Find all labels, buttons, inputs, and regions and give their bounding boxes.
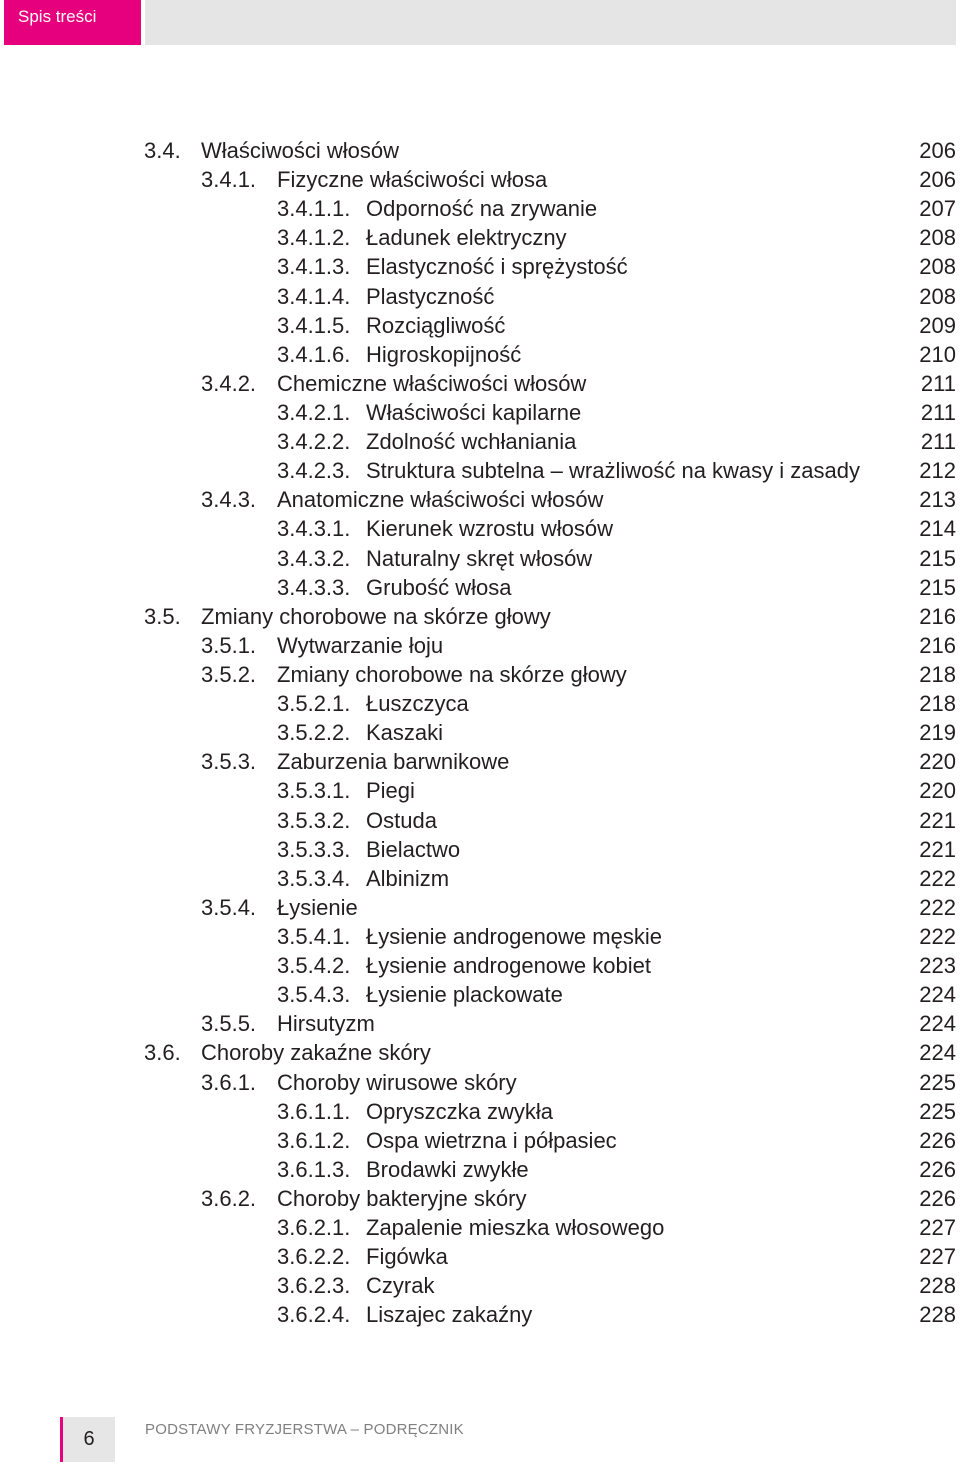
toc-entry-page: 207 (919, 196, 956, 222)
toc-entry-page: 215 (919, 545, 956, 571)
toc-entry[interactable] (0, 136, 960, 165)
toc-entry-number: 3.4.2. (201, 370, 257, 396)
toc-entry-page: 206 (919, 138, 956, 163)
toc-entry-number: 3.4.1.3. (277, 254, 351, 280)
toc-entry-page: 206 (919, 167, 956, 193)
toc-entry[interactable] (0, 631, 960, 660)
toc-entry-number: 3.4.3.2. (277, 545, 351, 571)
toc-entry-title: Fizyczne właściwości włosa (277, 167, 548, 193)
toc-entry-title: Łysienie androgenowe męskie (366, 923, 662, 949)
toc-entry-page: 208 (919, 254, 956, 280)
toc-entry-title: Zmiany chorobowe na skórze głowy (277, 661, 627, 687)
toc-entry-number: 3.6. (144, 1040, 181, 1066)
toc-entry-page: 211 (920, 370, 956, 396)
toc-entry-page: 212 (919, 458, 956, 484)
toc-entry-title: Łysienie androgenowe kobiet (366, 953, 651, 979)
toc-entry[interactable] (0, 369, 960, 398)
toc-entry-title: Higroskopijność (366, 341, 522, 367)
toc-entry-page: 224 (919, 1040, 956, 1066)
header-bar (145, 0, 956, 45)
toc-entry-title: Struktura subtelna – wrażliwość na kwasy i zasady (366, 458, 860, 484)
toc-entry[interactable] (0, 864, 960, 893)
toc-entry-page: 226 (919, 1127, 956, 1153)
toc-entry-title: Figówka (366, 1244, 448, 1270)
toc-entry-page: 208 (919, 225, 956, 251)
toc-entry-number: 3.5.3. (201, 749, 257, 775)
toc-entry[interactable] (0, 1242, 960, 1271)
toc-entry[interactable] (0, 427, 960, 456)
toc-entry-title: Albinizm (366, 865, 450, 891)
toc-entry-page: 221 (919, 807, 956, 833)
toc-entry[interactable] (0, 660, 960, 689)
toc-entry[interactable] (0, 689, 960, 718)
toc-entry-page: 223 (919, 953, 956, 979)
toc-entry-page: 225 (919, 1069, 956, 1095)
toc-entry-page: 219 (919, 720, 956, 746)
toc-entry-title: Zdolność wchłaniania (366, 429, 577, 455)
toc-entry-title: Czyrak (366, 1273, 435, 1299)
table-of-contents (0, 136, 960, 1329)
toc-entry-number: 3.4.2.3. (277, 458, 351, 484)
toc-entry[interactable] (0, 1126, 960, 1155)
toc-entry-number: 3.5.4.3. (277, 982, 351, 1008)
toc-entry-number: 3.5.2. (201, 661, 257, 687)
toc-entry-page: 211 (920, 429, 956, 455)
toc-entry-number: 3.4.1.1. (277, 196, 351, 222)
toc-entry-page: 220 (919, 749, 956, 775)
toc-entry[interactable] (0, 602, 960, 631)
toc-entry[interactable] (0, 893, 960, 922)
toc-entry-page: 222 (919, 865, 956, 891)
toc-entry-number: 3.5.3.1. (277, 778, 351, 804)
toc-entry[interactable] (0, 311, 960, 340)
toc-entry-page: 226 (919, 1156, 956, 1182)
toc-entry-title: Choroby bakteryjne skóry (277, 1185, 527, 1211)
toc-entry-title: Anatomiczne właściwości włosów (277, 487, 604, 513)
toc-entry-title: Odporność na zrywanie (366, 196, 598, 222)
toc-entry-page: 222 (919, 894, 956, 920)
toc-entry[interactable] (0, 922, 960, 951)
toc-entry-number: 3.4.3.3. (277, 574, 351, 600)
toc-entry-number: 3.4.1. (201, 167, 257, 193)
toc-entry-title: Łuszczyca (366, 691, 469, 717)
toc-entry[interactable] (0, 1097, 960, 1126)
toc-entry-title: Kierunek wzrostu włosów (366, 516, 613, 542)
toc-entry-page: 228 (919, 1302, 956, 1328)
toc-entry-page: 209 (919, 312, 956, 338)
toc-entry[interactable] (0, 1038, 960, 1067)
toc-entry-number: 3.6.1.2. (277, 1127, 351, 1153)
toc-entry[interactable] (0, 252, 960, 281)
toc-entry[interactable] (0, 747, 960, 776)
toc-entry[interactable] (0, 980, 960, 1009)
toc-entry-title: Brodawki zwykłe (366, 1156, 529, 1182)
toc-entry-page: 218 (919, 691, 956, 717)
toc-entry-page: 227 (919, 1244, 956, 1270)
toc-entry-page: 215 (919, 574, 956, 600)
toc-entry-title: Naturalny skręt włosów (366, 545, 593, 571)
toc-entry[interactable] (0, 456, 960, 485)
toc-entry-number: 3.6.2.4. (277, 1302, 351, 1328)
toc-entry-page: 214 (919, 516, 956, 542)
toc-entry-title: Zapalenie mieszka włosowego (366, 1215, 665, 1241)
toc-entry-page: 220 (919, 778, 956, 804)
toc-entry[interactable] (0, 398, 960, 427)
toc-entry-title: Ostuda (366, 807, 437, 833)
toc-entry-page: 226 (919, 1185, 956, 1211)
toc-entry-title: Ładunek elektryczny (366, 225, 567, 251)
toc-entry-number: 3.6.2. (201, 1185, 257, 1211)
toc-entry-page: 227 (919, 1215, 956, 1241)
toc-entry[interactable] (0, 1009, 960, 1038)
toc-entry-page: 216 (919, 603, 956, 629)
toc-entry-number: 3.6.2.3. (277, 1273, 351, 1299)
toc-entry-number: 3.5.5. (201, 1011, 257, 1037)
toc-entry-title: Kaszaki (366, 720, 444, 746)
toc-entry-page: 225 (919, 1098, 956, 1124)
toc-entry-title: Choroby zakaźne skóry (201, 1040, 431, 1066)
toc-entry[interactable] (0, 1300, 960, 1329)
toc-entry-title: Wytwarzanie łoju (277, 632, 444, 658)
toc-entry[interactable] (0, 1155, 960, 1184)
toc-entry[interactable] (0, 165, 960, 194)
toc-entry-number: 3.5.4.2. (277, 953, 351, 979)
toc-entry-number: 3.5.2.2. (277, 720, 351, 746)
toc-entry-title: Bielactwo (366, 836, 461, 862)
toc-entry-title: Choroby wirusowe skóry (277, 1069, 517, 1095)
toc-entry[interactable] (0, 485, 960, 514)
toc-entry-number: 3.6.1.3. (277, 1156, 351, 1182)
toc-entry[interactable] (0, 951, 960, 980)
toc-entry-number: 3.6.2.1. (277, 1215, 351, 1241)
toc-entry-number: 3.6.1. (201, 1069, 257, 1095)
toc-entry-title: Plastyczność (366, 283, 495, 309)
toc-entry-page: 208 (919, 283, 956, 309)
toc-entry[interactable] (0, 776, 960, 805)
toc-entry-title: Piegi (366, 778, 415, 804)
toc-entry-number: 3.4.3. (201, 487, 257, 513)
toc-entry-number: 3.4.2.1. (277, 399, 351, 425)
toc-entry-page: 211 (920, 399, 956, 425)
toc-entry-title: Właściwości kapilarne (366, 399, 582, 425)
toc-entry[interactable] (0, 1068, 960, 1097)
toc-entry-number: 3.4.2.2. (277, 429, 351, 455)
toc-entry-title: Właściwości włosów (201, 138, 400, 163)
toc-entry-number: 3.6.2.2. (277, 1244, 351, 1270)
toc-entry[interactable] (0, 1213, 960, 1242)
toc-entry-title: Elastyczność i sprężystość (366, 254, 628, 280)
toc-entry-title: Łysienie plackowate (366, 982, 563, 1008)
toc-entry[interactable] (0, 514, 960, 543)
toc-entry-title: Łysienie (277, 894, 358, 920)
toc-entry-page: 213 (919, 487, 956, 513)
toc-entry-title: Ospa wietrzna i półpasiec (366, 1127, 617, 1153)
toc-entry-number: 3.5.4. (201, 894, 257, 920)
toc-entry-number: 3.4.1.4. (277, 283, 351, 309)
toc-entry-number: 3.5.3.2. (277, 807, 351, 833)
toc-entry-title: Chemiczne właściwości włosów (277, 370, 587, 396)
toc-entry[interactable] (0, 1271, 960, 1300)
toc-entry-number: 3.4.1.6. (277, 341, 351, 367)
toc-entry-number: 3.5. (144, 603, 181, 629)
toc-entry-number: 3.5.4.1. (277, 923, 351, 949)
toc-entry[interactable] (0, 1184, 960, 1213)
toc-entry-number: 3.6.1.1. (277, 1098, 351, 1124)
toc-entry-page: 218 (919, 661, 956, 687)
toc-entry-title: Zaburzenia barwnikowe (277, 749, 510, 775)
toc-entry-title: Opryszczka zwykła (366, 1098, 554, 1124)
toc-entry-page: 224 (919, 1011, 956, 1037)
page-number-box (60, 1417, 115, 1462)
toc-entry-page: 224 (919, 982, 956, 1008)
toc-entry[interactable] (0, 194, 960, 223)
toc-tab[interactable]: Spis treści (4, 0, 141, 45)
toc-entry[interactable] (0, 282, 960, 311)
toc-entry[interactable] (0, 223, 960, 252)
toc-entry-number: 3.5.3.4. (277, 865, 351, 891)
toc-entry-title: Hirsutyzm (277, 1011, 375, 1037)
toc-entry[interactable] (0, 835, 960, 864)
toc-entry-number: 3.5.1. (201, 632, 257, 658)
toc-entry-number: 3.4.3.1. (277, 516, 351, 542)
toc-entry-page: 216 (919, 632, 956, 658)
toc-entry-number: 3.5.3.3. (277, 836, 351, 862)
toc-entry-title: Liszajec zakaźny (366, 1302, 533, 1328)
book-title: PODSTAWY FRYZJERSTWA – PODRĘCZNIK (145, 1421, 464, 1438)
toc-entry-number: 3.4.1.5. (277, 312, 351, 338)
toc-entry-number: 3.4.1.2. (277, 225, 351, 251)
toc-entry[interactable] (0, 718, 960, 747)
toc-entry-number: 3.5.2.1. (277, 691, 351, 717)
toc-entry-title: Zmiany chorobowe na skórze głowy (201, 603, 551, 629)
toc-entry-page: 221 (919, 836, 956, 862)
toc-entry-page: 210 (919, 341, 956, 367)
toc-entry-title: Rozciągliwość (366, 312, 506, 338)
toc-entry-number: 3.4. (144, 138, 181, 163)
toc-entry-page: 222 (919, 923, 956, 949)
toc-entry[interactable] (0, 806, 960, 835)
toc-entry-page: 228 (919, 1273, 956, 1299)
toc-entry[interactable] (0, 544, 960, 573)
page-number: 6 (83, 1428, 95, 1450)
toc-entry-title: Grubość włosa (366, 574, 512, 600)
toc-entry[interactable] (0, 340, 960, 369)
toc-entry[interactable] (0, 573, 960, 602)
